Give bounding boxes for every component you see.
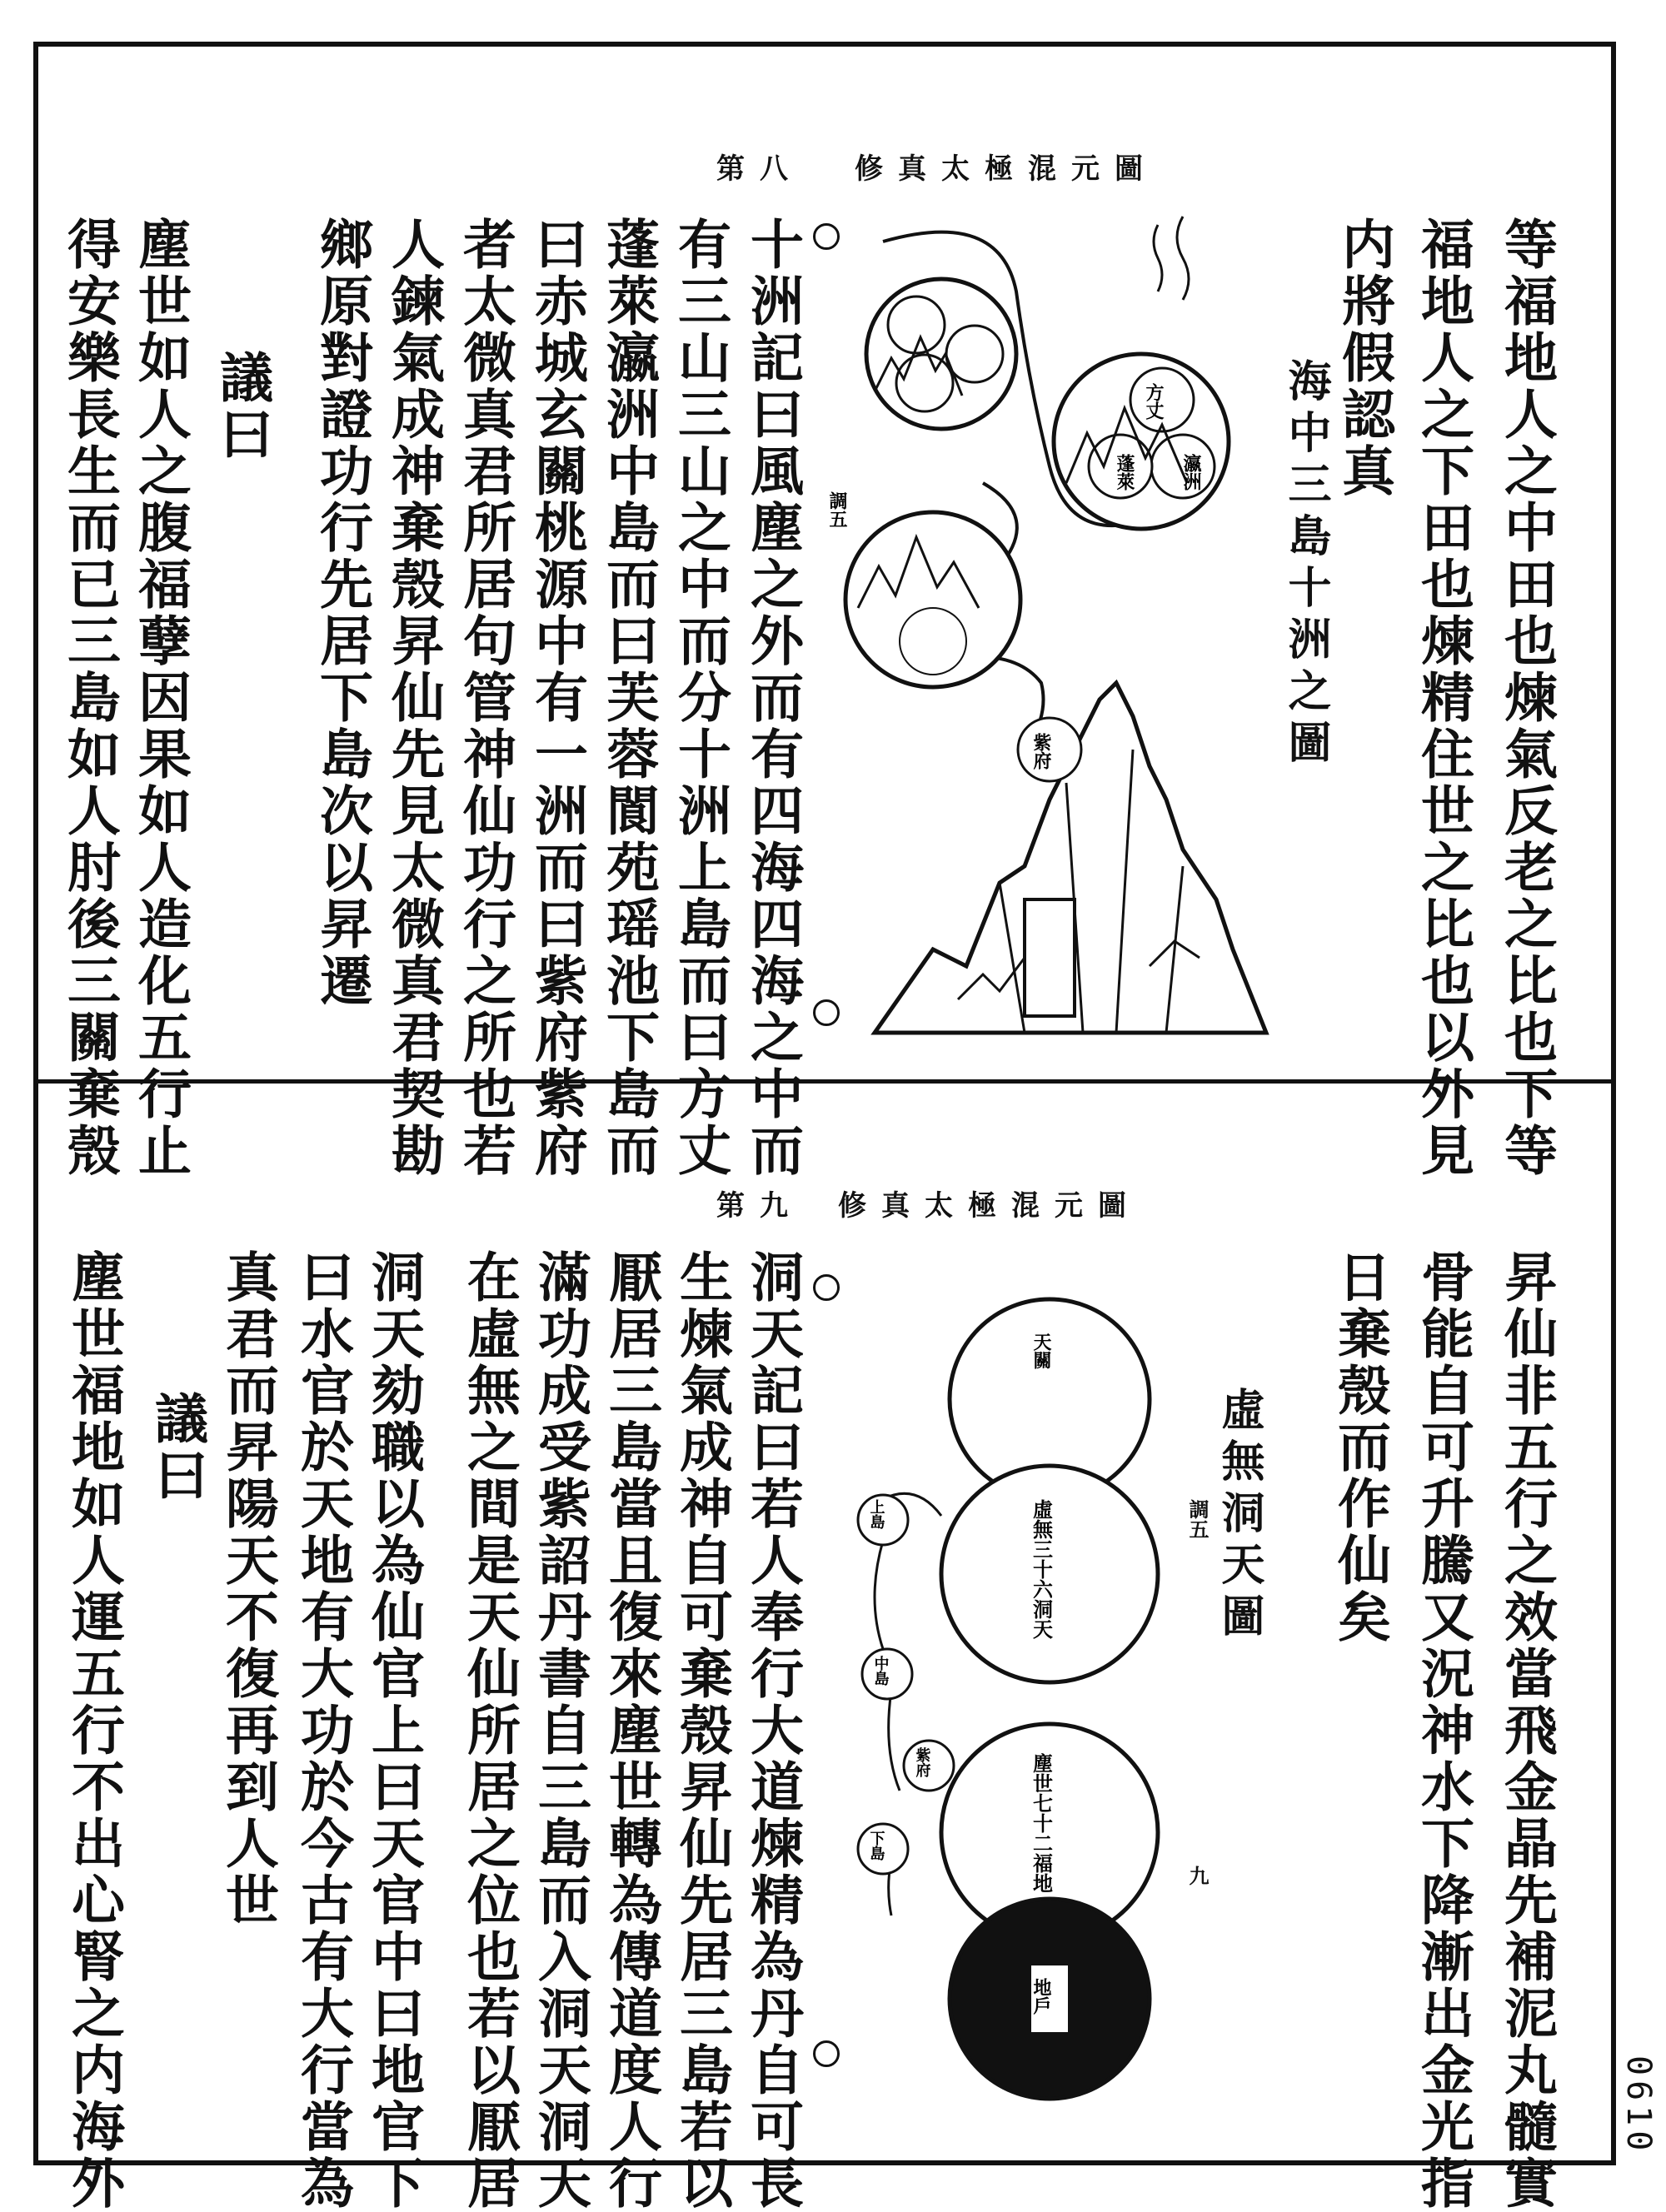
label-yingzhou: 瀛洲 (1180, 454, 1202, 491)
top-right-col-1: 等福地人之中田也煉氣反老之比也下等 (1495, 217, 1558, 1179)
middle-island-cluster (845, 512, 1020, 687)
bottom-figure-mark: 九 (1185, 1866, 1210, 1886)
svg-text:下島: 下島 (867, 1831, 885, 1861)
top-body-col-4: 曰赤城玄關桃源中有一洲而曰紫府紫府 (526, 217, 588, 1179)
bottom-body-col-4: 滿功成受紫詔丹書自三島而入洞天洞天 (529, 1249, 591, 2212)
svg-text:上島: 上島 (867, 1499, 885, 1529)
bottom-body-col-8: 真君而昇陽天不復再到人世 (217, 1249, 279, 1929)
bottom-figure-title: 虛無洞天圖 (1214, 1387, 1264, 1645)
top-body-col-1: 十洲記曰風塵之外而有四海四海之中而 (741, 217, 804, 1179)
label-penglai: 蓬萊 (1114, 454, 1135, 491)
bottom-body-col-2: 生煉氣成神自可棄殼昇仙先居三島若以 (671, 1249, 733, 2212)
label-fangzhang: 方丈 (1143, 383, 1165, 420)
top-right-col-3: 内將假認真 (1333, 217, 1395, 500)
top-circle-mark-lower (813, 999, 840, 1026)
bottom-body-col-7: 曰水官於天地有大功於今古有大行當為 (292, 1249, 354, 2212)
bottom-right-col-1: 昇仙非五行之效當飛金晶先補泥丸髓實 (1495, 1249, 1558, 2212)
top-header-title: 修真太極混元圖 (855, 152, 1158, 186)
dihu-black-circle (950, 1899, 1150, 2099)
section-divider (33, 1079, 1616, 1084)
top-body-col-7: 鄉原對證功行先居下島次以昇遷 (311, 217, 373, 1009)
bottom-commentary-col-1: 塵世福地如人運五行不出心腎之内海外 (62, 1249, 125, 2212)
svg-text:紫府: 紫府 (913, 1747, 931, 1777)
bottom-illustration (833, 1299, 1183, 2090)
svg-text:塵世七十二福地: 塵世七十二福地 (1029, 1753, 1054, 1893)
bottom-circle-mark-lower (813, 2040, 840, 2067)
bottom-figure-caption: 調五 (1185, 1499, 1210, 1539)
xia-dao-circle (858, 1824, 908, 1874)
bottom-body-col-6: 洞天劾職以為仙官上曰天官中曰地官下 (362, 1249, 425, 2212)
top-body-col-3: 蓬萊瀛洲中島而曰芙蓉閬苑瑶池下島而 (597, 217, 660, 1179)
bottom-right-col-3: 日棄殼而作仙矣 (1329, 1249, 1391, 1646)
svg-text:地戶: 地戶 (1030, 1978, 1052, 2015)
bottom-header-section: 第九 (716, 1189, 803, 1223)
svg-text:天關: 天關 (1030, 1333, 1052, 1369)
bottom-circle-mark-upper (813, 1274, 840, 1301)
top-illustration (826, 217, 1266, 1049)
xuwu-circle (941, 1466, 1158, 1682)
top-body-col-2: 有三山三山之中而分十洲上島而曰方丈 (669, 217, 731, 1179)
zifu-mountain (875, 683, 1266, 1033)
left-island-cluster (866, 279, 1016, 429)
top-body-col-5: 者太微真君所居句管神仙功行之所也若 (454, 217, 516, 1179)
bottom-commentary-label: 議曰 (146, 1391, 208, 1504)
zifu-circle (904, 1741, 954, 1791)
bottom-right-col-2: 骨能自可升騰又況神水下降漸出金光指 (1412, 1249, 1474, 2212)
svg-text:中島: 中島 (871, 1656, 890, 1686)
top-header-section: 第八 (716, 152, 803, 186)
bottom-body-col-1: 洞天記曰若人奉行大道煉精為丹自可長 (741, 1249, 804, 2212)
three-islands (1054, 354, 1229, 529)
zhong-dao-circle (862, 1649, 912, 1699)
svg-text:虛無三十六洞天: 虛無三十六洞天 (1029, 1499, 1054, 1639)
top-circle-mark-upper (813, 223, 840, 250)
bottom-header-title: 修真太極混元圖 (838, 1189, 1141, 1223)
top-right-col-2: 福地人之下田也煉精住世之比也以外見 (1412, 217, 1474, 1179)
top-body-col-6: 人鍊氣成神棄殼昇仙先見太微真君契勘 (382, 217, 445, 1179)
bottom-body-col-3: 厭居三島當且復來塵世轉為傳道度人行 (600, 1249, 662, 2212)
top-commentary-col-2: 得安樂長生而已三島如人肘後三關棄殼 (58, 217, 121, 1179)
shang-dao-circle (858, 1495, 908, 1545)
bottom-body-col-5: 在虛無之間是天仙所居之位也若以厭居 (458, 1249, 521, 2212)
top-commentary-label: 議曰 (211, 350, 273, 463)
top-figure-title: 海中三島十洲之圖 (1280, 358, 1331, 771)
label-caption-top: 調五 (826, 491, 848, 528)
top-commentary-col-1: 塵世如人之腹福孽因果如人造化五行止 (129, 217, 192, 1179)
page-number: 0610 (1619, 2055, 1658, 2155)
label-zifu-top: 紫府 (1030, 733, 1052, 770)
